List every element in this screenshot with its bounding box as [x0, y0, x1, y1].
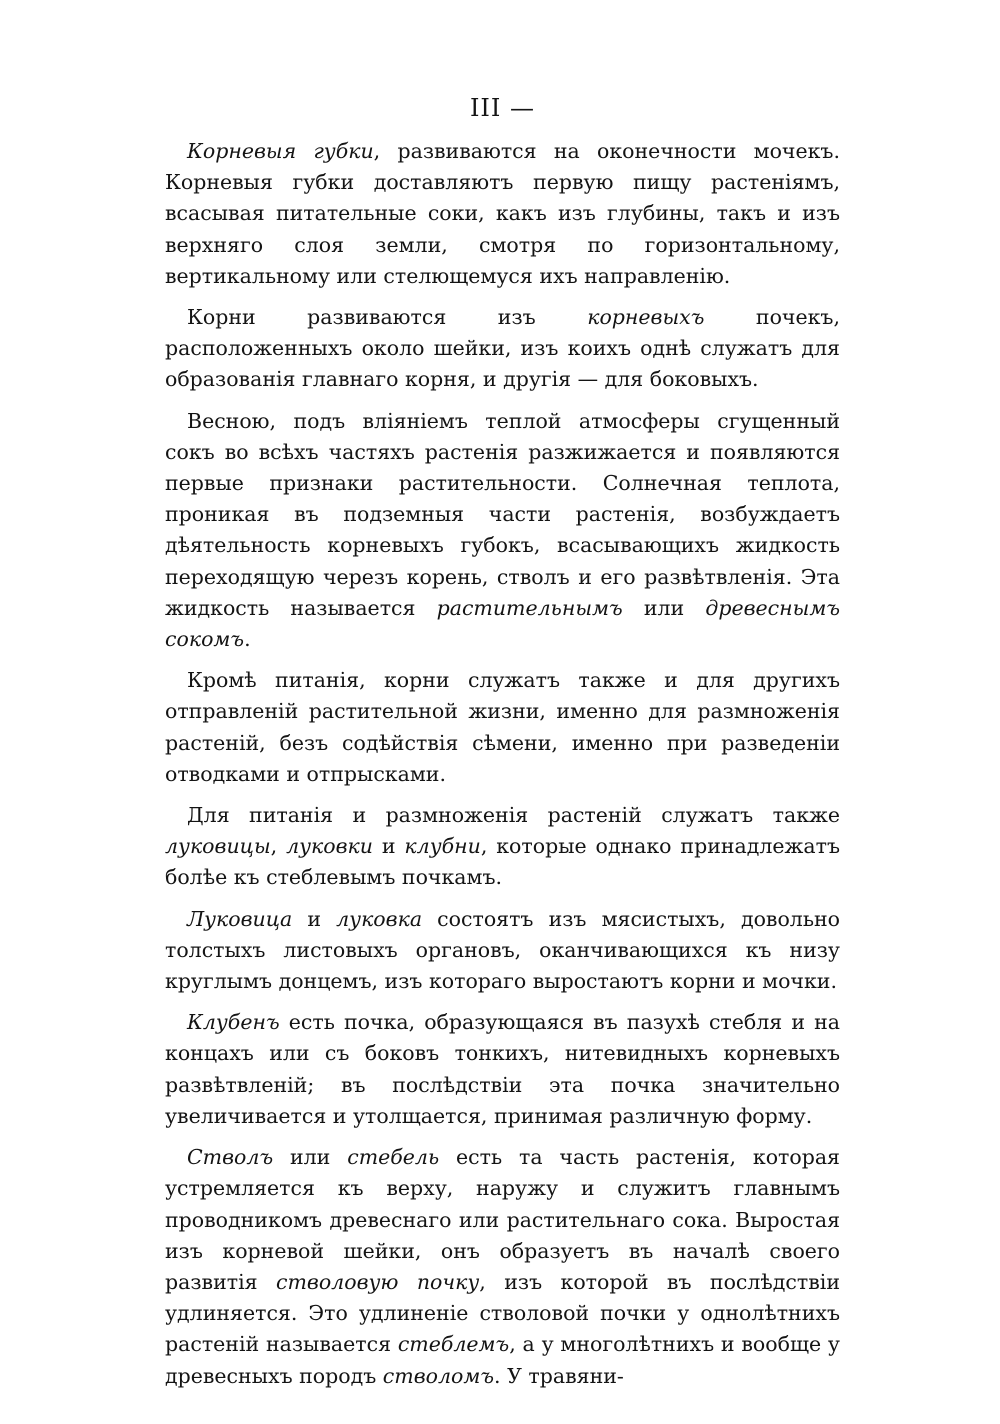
paragraph: [165, 1007, 840, 1132]
text-run: ,: [270, 834, 287, 859]
text-run: , изъ которой въ послѣдствіи удлиняется. Это удлиненіе стволовой почки у однолѣтнихъ растеній называется: [165, 1269, 840, 1357]
text-run: или: [273, 1145, 348, 1170]
text-run: .: [244, 627, 251, 652]
text-run: Весною, подъ вліяніемъ теплой атмосферы сгущенный сокъ во всѣхъ частяхъ растенія разжижается и появляются первые признаки растительности. Солнечная теплота, проникая въ подземныя части растенія, возбуждаетъ дѣятельность корневыхъ губокъ, всасывающихъ жидкость переходящую черезъ корень, стволъ и его развѣтвленія. Эта жидкость называется: [165, 408, 840, 620]
page-number-text: III —: [469, 94, 536, 122]
text-run: Для питанія и размноженія растеній служатъ также: [187, 803, 840, 828]
text-run: , которые однако принадлежатъ болѣе къ стеблевымъ почкамъ.: [165, 834, 840, 890]
italic-term: луковки: [286, 834, 373, 859]
italic-term: корневыхъ: [587, 305, 705, 330]
text-run: и: [292, 906, 337, 931]
italic-term: Клубенъ: [187, 1010, 280, 1035]
paragraph: [165, 665, 840, 790]
paragraph: [165, 800, 840, 894]
text-run: Корни развиваются изъ: [187, 305, 588, 330]
italic-term: стволовую почку: [275, 1269, 480, 1294]
text-run: есть та часть растенія, которая устремляется къ верху, наружу и служитъ главнымъ проводникомъ древеснаго или растительнаго сока. Выростая изъ корневой шейки, онъ образуетъ въ началѣ своего развитія: [165, 1145, 840, 1294]
paragraph: [165, 406, 840, 656]
text-run: почекъ, расположенныхъ около шейки, изъ коихъ однѣ служатъ для образованія главнаго корня, и другія — для боковыхъ.: [165, 305, 840, 392]
paragraph: [165, 904, 840, 998]
paragraph: [165, 1142, 840, 1392]
italic-term: Стволъ: [187, 1145, 274, 1170]
page-number: [165, 88, 840, 128]
text-run: Кромѣ питанія, корни служатъ также и для другихъ отправленій растительной жизни, именно для размноженія растеній, безъ содѣйствія сѣмени, именно при разведеніи отводками и отпрысками.: [165, 668, 840, 786]
italic-term: стебель: [347, 1145, 440, 1170]
italic-term: Луковица: [187, 906, 293, 931]
text-run: и: [372, 834, 405, 859]
italic-term: стволомъ: [382, 1363, 495, 1388]
text-body: [165, 136, 840, 1392]
italic-term: луковка: [336, 906, 423, 931]
text-run: . У травяни-: [494, 1363, 624, 1388]
text-run: есть почка, образующаяся въ пазухѣ стебля и на концахъ или съ боковъ тонкихъ, нитевидныхъ корневыхъ развѣтвленій; въ послѣдствіи эта почка значительно увеличивается и утолщается, принимая различную форму.: [165, 1010, 840, 1128]
italic-term: древеснымъ сокомъ: [165, 595, 840, 652]
text-run: , развиваются на оконечности мочекъ. Корневыя губки доставляютъ первую пищу растеніямъ, всасывая питательные соки, какъ изъ глубины, такъ и изъ верхняго слоя земли, смотря по горизонтальному, вертикальному или стелющемуся ихъ направленію.: [165, 139, 840, 288]
paragraph: [165, 136, 840, 292]
italic-term: Корневыя губки: [187, 139, 374, 163]
italic-term: луковицы: [165, 834, 271, 859]
text-run: или: [622, 595, 706, 620]
text-run: состоятъ изъ мясистыхъ, довольно толстыхъ листовыхъ органовъ, оканчивающихся къ низу круглымъ донцемъ, изъ котораго выростаютъ корни и мочки.: [165, 906, 840, 994]
text-run: , а у многолѣтнихъ и вообще у древесныхъ породъ: [165, 1332, 840, 1388]
italic-term: клубни: [404, 834, 481, 859]
italic-term: растительнымъ: [436, 595, 623, 620]
paragraph: [165, 302, 840, 396]
italic-term: стеблемъ: [397, 1332, 510, 1357]
